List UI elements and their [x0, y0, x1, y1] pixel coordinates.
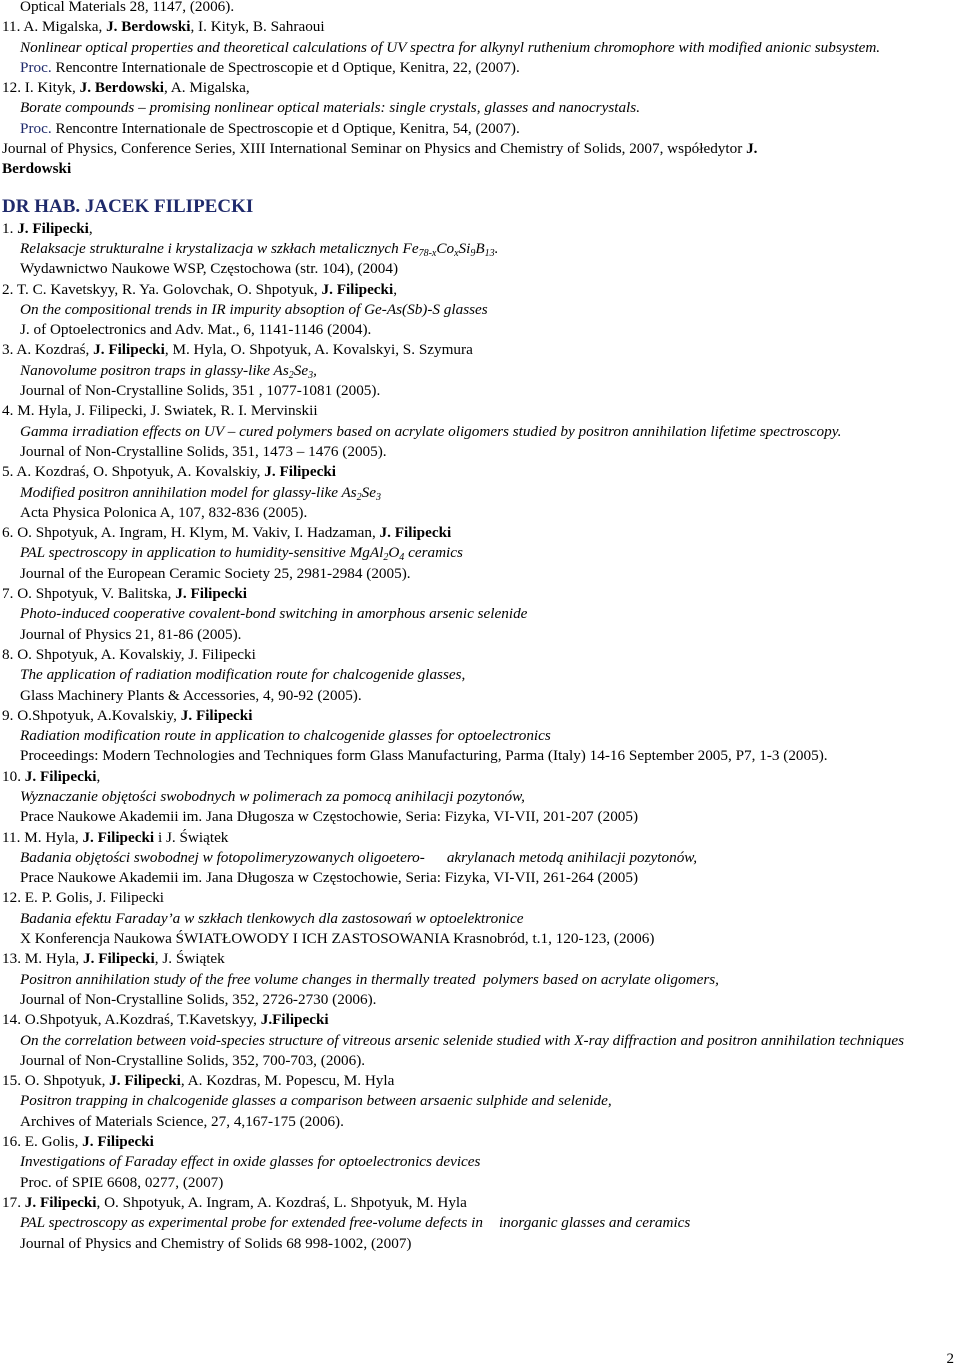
title-part: PAL spectroscopy as experimental probe for extended free-volume defects in	[20, 1214, 483, 1232]
author-highlight: J. Filipecki	[264, 463, 336, 481]
ref-title	[0, 361, 950, 381]
ref-publication: Archives of Materials Science, 27, 4,167-175 (2006).	[20, 1112, 344, 1130]
ref-title: Positron annihilation study of the free volume changes in thermally treated polymers based on acrylate oligomers,	[20, 970, 719, 988]
subscript: 2	[288, 369, 294, 381]
ref-authors-text: 2. T. C. Kavetskyy, R. Ya. Golovchak, O. Shpotyuk,	[2, 280, 322, 298]
author-highlight: J. Filipecki	[24, 767, 97, 785]
title-part: akrylanach metodą anihilacji pozytonów,	[446, 848, 698, 866]
ref-title: Positron trapping in chalcogenide glasses a comparison between arsaenic sulphide and selenide,	[20, 1092, 612, 1110]
proc-label: Proc.	[20, 58, 52, 76]
ref-authors-text: 6. O. Shpotyuk, A. Ingram, H. Klym, M. Vakiv, I. Hadzaman,	[2, 524, 380, 542]
author-highlight: J. Filipecki	[175, 585, 247, 603]
title-part: Modified positron annihilation model for glassy-like As	[20, 483, 357, 501]
author-highlight: J. Filipecki	[180, 706, 253, 724]
author-highlight: J. Filipecki	[321, 280, 394, 298]
ref-number: 1.	[2, 219, 18, 237]
ref-authors-text: ,	[96, 767, 101, 785]
title-part: .	[494, 239, 499, 257]
ref-title: On the compositional trends in IR impurity absoption of Ge-As(Sb)-S glasses	[20, 300, 488, 318]
ref-authors	[0, 17, 950, 37]
ref-publication: Journal of Non-Crystalline Solids, 352, 2726-2730 (2006).	[20, 990, 377, 1008]
author-highlight: J. Filipecki	[83, 950, 155, 968]
ref-title	[0, 543, 950, 563]
title-part: inorganic glasses and ceramics	[498, 1214, 691, 1232]
ref-authors-text: , I. Kityk, B. Sahraoui	[190, 18, 325, 36]
ref-authors-text: 9. O.Shpotyuk, A.Kovalskiy,	[2, 706, 181, 724]
ref-authors-text: i J. Świątek	[154, 828, 229, 846]
ref-authors	[0, 462, 950, 482]
ref-publication-text: Rencontre Internationale de Spectroscopie et d Optique, Kenitra, 22, (2007).	[51, 58, 520, 76]
author-highlight: J. Filipecki	[379, 524, 452, 542]
ref-authors	[0, 219, 950, 239]
subscript: 78-x	[418, 247, 437, 259]
ref-authors-text: 5. A. Kozdraś, O. Shpotyuk, A. Kovalskiy,	[2, 463, 265, 481]
ref-authors	[0, 706, 950, 726]
ref-title: Badania efektu Faraday’a w szkłach tlenkowych dla zastosowań w optoelektronice	[20, 909, 524, 927]
ref-authors-text: , J. Świątek	[154, 950, 225, 968]
ref-authors: 12. E. P. Golis, J. Filipecki	[2, 889, 165, 907]
title-part: Si	[458, 239, 471, 257]
ref-title	[0, 1213, 950, 1233]
ref-publication: Acta Physica Polonica A, 107, 832-836 (2005).	[20, 503, 308, 521]
title-part: Relaksacje strukturalne i krystalizacja w szkłach metalicznych Fe	[20, 239, 419, 257]
ref-publication: Journal of Physics 21, 81-86 (2005).	[20, 625, 242, 643]
ref-publication: Prace Naukowe Akademii im. Jana Długosza w Częstochowie, Seria: Fizyka, VI-VII, 261-264 (2005)	[20, 869, 639, 887]
subscript: 3	[375, 491, 381, 503]
ref-authors	[0, 949, 950, 969]
ref-title: The application of radiation modification route for chalcogenide glasses,	[20, 666, 466, 684]
section-heading: DR HAB. JACEK FILIPECKI	[2, 195, 254, 217]
title-part: ,	[313, 361, 317, 379]
ref-publication: Glass Machinery Plants & Accessories, 4, 90-92 (2005).	[20, 686, 362, 704]
ref-authors-text: , A. Migalska,	[164, 79, 250, 97]
journal-editor-text: Journal of Physics, Conference Series, XIII International Seminar on Physics and Chemistry of Solids, 2007, współedytor	[2, 140, 747, 158]
title-part: Badania objętości swobodnej w fotopolimeryzowanych oligoetero-	[20, 848, 425, 866]
ref-authors-text: 15. O. Shpotyuk,	[2, 1072, 110, 1090]
ref-title: Borate compounds – promising nonlinear optical materials: single crystals, glasses and nanocrystals.	[20, 99, 640, 117]
title-part: Co	[436, 239, 455, 257]
ref-authors	[0, 767, 950, 787]
ref-publication: Wydawnictwo Naukowe WSP, Częstochowa (str. 104), (2004)	[20, 260, 399, 278]
ref-authors	[0, 1193, 950, 1213]
ref-authors-text: 11. A. Migalska,	[2, 18, 107, 36]
ref-authors-text: 12. I. Kityk,	[2, 79, 80, 97]
ref-authors-text: 16. E. Golis,	[2, 1133, 83, 1151]
ref-authors	[0, 828, 950, 848]
ref-publication: Journal of Non-Crystalline Solids, 352, 700-703, (2006).	[20, 1051, 366, 1069]
ref-title: Nonlinear optical properties and theoretical calculations of UV spectra for alkynyl ruthenium chromophore with modified anionic subsystem.	[20, 38, 881, 56]
ref-title	[0, 483, 950, 503]
ref-publication: Proc. of SPIE 6608, 0277, (2007)	[20, 1173, 224, 1191]
subscript: 4	[399, 552, 405, 564]
author-highlight: Berdowski	[2, 160, 72, 178]
ref-publication	[0, 58, 950, 78]
author-highlight: J. Berdowski	[79, 79, 165, 97]
ref-title: Photo-induced cooperative covalent-bond switching in amorphous arsenic selenide	[20, 605, 528, 623]
ref-authors	[0, 584, 950, 604]
subscript: 3	[308, 369, 314, 381]
ref-authors-text: 11. M. Hyla,	[2, 828, 83, 846]
ref-publication: Proceedings: Modern Technologies and Techniques form Glass Manufacturing, Parma (Italy) 14-16 September 2005, P7, 1-3 (2005).	[20, 747, 828, 765]
author-highlight: J.Filipecki	[260, 1011, 329, 1029]
ref-authors	[0, 1071, 950, 1091]
ref-publication: J. of Optoelectronics and Adv. Mat., 6, 1141-1146 (2004).	[20, 321, 372, 339]
ref-authors: 8. O. Shpotyuk, A. Kovalskiy, J. Filipecki	[2, 645, 256, 663]
ref-authors	[0, 78, 950, 98]
author-highlight: J. Filipecki	[93, 341, 165, 359]
citation-line: Optical Materials 28, 1147, (2006).	[20, 0, 235, 15]
ref-title: Wyznaczanie objętości swobodnych w polimerach za pomocą anihilacji pozytonów,	[20, 787, 525, 805]
ref-authors-text: 17.	[2, 1193, 25, 1211]
ref-authors-text: 3. A. Kozdraś,	[2, 341, 94, 359]
subscript: x	[454, 247, 459, 259]
proc-label: Proc.	[20, 119, 52, 137]
ref-title	[0, 848, 950, 868]
ref-publication: X Konferencja Naukowa ŚWIATŁOWODY I ICH ZASTOSOWANIA Krasnobród, t.1, 120-123, (2006)	[20, 930, 655, 948]
author-highlight: J.	[746, 140, 758, 158]
ref-title: On the correlation between void-species structure of vitreous arsenic selenide studied with X-ray diffraction and positron annihilation techniques	[20, 1031, 904, 1049]
ref-publication	[0, 119, 950, 139]
author-highlight: J. Filipecki	[82, 828, 155, 846]
subscript: 2	[383, 552, 389, 564]
subscript: 9	[470, 247, 476, 259]
ref-title: Investigations of Faraday effect in oxide glasses for optoelectronics devices	[20, 1153, 481, 1171]
ref-authors-text: ,	[393, 280, 398, 298]
title-part: Se	[293, 361, 309, 379]
ref-authors	[0, 1010, 950, 1030]
author-highlight: J. Filipecki	[17, 219, 89, 237]
ref-authors-text: 13. M. Hyla,	[2, 950, 83, 968]
ref-authors	[0, 280, 950, 300]
author-highlight: J. Filipecki	[24, 1193, 97, 1211]
journal-editor-line	[0, 139, 950, 159]
title-part: Se	[361, 483, 376, 501]
ref-authors-text: 14. O.Shpotyuk, A.Kozdraś, T.Kavetskyy,	[2, 1011, 261, 1029]
ref-title: Gamma irradiation effects on UV – cured polymers based on acrylate oligomers studied by positron annihilation lifetime spectroscopy.	[20, 422, 842, 440]
author-highlight: J. Filipecki	[109, 1072, 181, 1090]
ref-authors-text: , A. Kozdras, M. Popescu, M. Hyla	[180, 1072, 395, 1090]
ref-authors-text: 10.	[2, 767, 25, 785]
ref-publication: Journal of Non-Crystalline Solids, 351 , 1077-1081 (2005).	[20, 382, 381, 400]
page-number: 2	[946, 1350, 954, 1367]
author-highlight: J. Berdowski	[106, 18, 191, 36]
ref-title	[0, 239, 950, 259]
ref-publication: Journal of the European Ceramic Society 25, 2981-2984 (2005).	[20, 564, 411, 582]
ref-authors-text: , M. Hyla, O. Shpotyuk, A. Kovalskyi, S. Szymura	[164, 341, 473, 359]
title-part: PAL spectroscopy in application to humidity-sensitive MgAl	[20, 544, 384, 562]
ref-publication: Journal of Non-Crystalline Solids, 351, 1473 – 1476 (2005).	[20, 442, 387, 460]
ref-authors	[0, 1132, 950, 1152]
ref-title: Radiation modification route in application to chalcogenide glasses for optoelectronics	[20, 727, 551, 745]
ref-publication: Prace Naukowe Akademii im. Jana Długosza w Częstochowie, Seria: Fizyka, VI-VII, 201-207 (2005)	[20, 808, 639, 826]
subscript: 13	[484, 247, 495, 259]
ref-publication-text: Rencontre Internationale de Spectroscopie et d Optique, Kenitra, 54, (2007).	[51, 119, 520, 137]
ref-authors-text: ,	[88, 219, 93, 237]
ref-publication: Journal of Physics and Chemistry of Solids 68 998-1002, (2007)	[20, 1234, 412, 1252]
title-part: O	[388, 544, 400, 562]
ref-authors	[0, 340, 950, 360]
ref-authors-text: , O. Shpotyuk, A. Ingram, A. Kozdraś, L. Shpotyuk, M. Hyla	[96, 1193, 467, 1211]
ref-authors-text: 7. O. Shpotyuk, V. Balitska,	[2, 585, 176, 603]
title-part: ceramics	[404, 544, 463, 562]
author-highlight: J. Filipecki	[82, 1133, 154, 1151]
ref-authors: 4. M. Hyla, J. Filipecki, J. Swiatek, R. I. Mervinskii	[2, 402, 318, 420]
ref-authors	[0, 523, 950, 543]
title-part: B	[475, 239, 485, 257]
title-part: Nanovolume positron traps in glassy-like As	[20, 361, 289, 379]
subscript: 2	[356, 491, 362, 503]
